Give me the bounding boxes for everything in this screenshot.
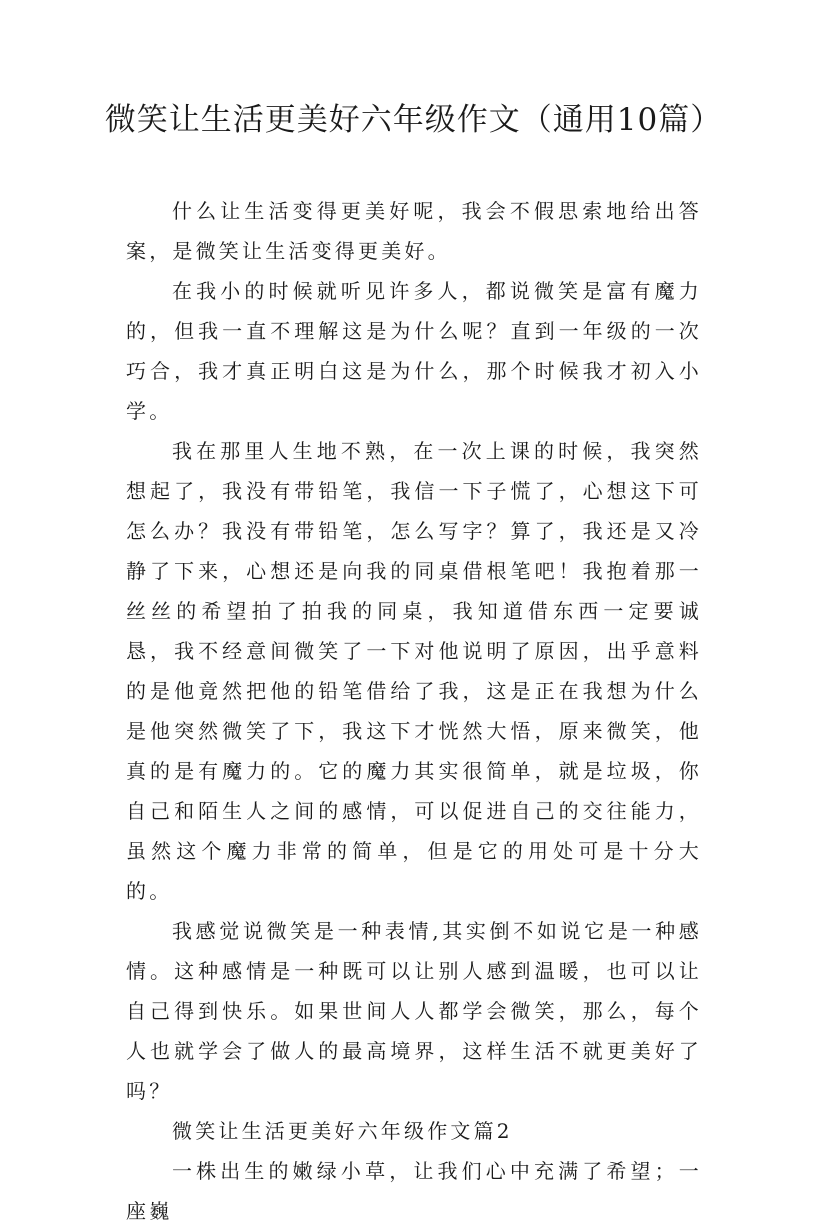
paragraph: 什么让生活变得更美好呢，我会不假思索地给出答案，是微笑让生活变得更美好。 <box>126 199 702 263</box>
document-body <box>126 191 702 1231</box>
document-title: 微笑让生活更美好六年级作文（通用10篇） <box>104 102 723 138</box>
paragraph: 我感觉说微笑是一种表情,其实倒不如说它是一种感情。这种感情是一种既可以让别人感到温暖，也可以让自己得到快乐。如果世间人人都学会微笑，那么，每个人也就学会了做人的最高境界，这样生活不就更美好了吗？ <box>126 919 702 1103</box>
paragraph: 我在那里人生地不熟，在一次上课的时候，我突然想起了，我没有带铅笔，我信一下子慌了，心想这下可怎么办？我没有带铅笔，怎么写字？算了，我还是又冷静了下来，心想还是向我的同桌借根笔吧！我抱着那一丝丝的希望拍了拍我的同桌，我知道借东西一定要诚恳，我不经意间微笑了一下对他说明了原因，出乎意料的是他竟然把他的铅笔借给了我，这是正在我想为什么是他突然微笑了下，我这下才恍然大悟，原来微笑，他真的是有魔力的。它的魔力其实很简单，就是垃圾，你自己和陌生人之间的感情，可以促进自己的交往能力，虽然这个魔力非常的简单，但是它的用处可是十分大的。 <box>126 439 702 903</box>
paragraph: 在我小的时候就听见许多人，都说微笑是富有魔力的，但我一直不理解这是为什么呢？直到一年级的一次巧合，我才真正明白这是为什么，那个时候我才初入小学。 <box>126 279 702 423</box>
paragraph: 一株出生的嫩绿小草，让我们心中充满了希望；一座巍 <box>126 1159 702 1223</box>
section-heading: 微笑让生活更美好六年级作文篇2 <box>172 1119 513 1143</box>
